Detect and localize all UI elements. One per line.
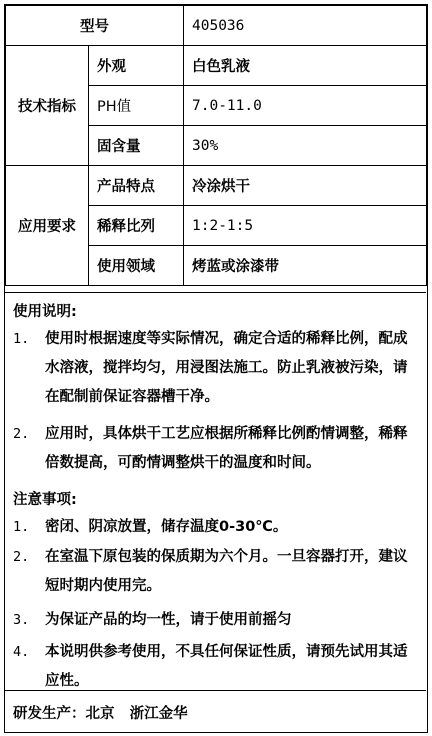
- app-category-label: 应用要求: [6, 166, 89, 286]
- field-value: 烤蓝或涂漆带: [184, 246, 427, 286]
- manufacturer-text: 研发生产：北京 浙江金华: [13, 706, 188, 722]
- model-value: 405036: [184, 6, 427, 46]
- usage-item: [13, 325, 418, 412]
- notes-item: [13, 638, 418, 696]
- usage-item-number: 1.: [13, 331, 30, 347]
- ph-label: PH值: [89, 86, 184, 126]
- appearance-value: 白色乳液: [184, 46, 427, 86]
- tech-category-label: 技术指标: [6, 46, 89, 166]
- notes-item-text: 为保证产品的均一性，请于使用前摇匀: [45, 612, 292, 628]
- dilution-label: 稀释比列: [89, 206, 184, 246]
- usage-item: [13, 420, 418, 478]
- model-row: [6, 6, 427, 46]
- usage-title: 使用说明:: [13, 304, 77, 320]
- dilution-value: 1:2-1:5: [184, 206, 427, 246]
- notes-item: [13, 606, 418, 635]
- notes-item-number: 2.: [13, 549, 30, 565]
- notes-item-text: 密闭、阴凉放置，储存温度0-30℃。: [45, 519, 288, 535]
- notes-item: [13, 543, 418, 601]
- feature-value: 冷涂烘干: [184, 166, 427, 206]
- model-label: 型号: [6, 6, 184, 46]
- appearance-label: 外观: [89, 46, 184, 86]
- feature-row: [6, 166, 427, 206]
- ph-value: 7.0-11.0: [184, 86, 427, 126]
- solid-content-value: 30%: [184, 126, 427, 166]
- appearance-row: [6, 46, 427, 86]
- notes-item-text: 本说明供参考使用，不具任何保证性质，请预先试用其适应性。: [45, 644, 408, 689]
- spec-table: [5, 5, 427, 286]
- product-spec-sheet: [4, 4, 428, 733]
- feature-label: 产品特点: [89, 166, 184, 206]
- usage-item-number: 2.: [13, 426, 30, 442]
- instructions-section: [5, 292, 426, 691]
- notes-item-number: 4.: [13, 644, 30, 660]
- footer-row: [5, 690, 426, 732]
- notes-item-number: 3.: [13, 612, 30, 628]
- usage-item-text: 应用时，具体烘干工艺应根据所稀释比例酌情调整，稀释倍数提高，可酌情调整烘干的温度和时间。: [45, 426, 408, 471]
- notes-title: 注意事项:: [13, 492, 77, 508]
- notes-item-number: 1.: [13, 519, 30, 535]
- solid-content-label: 固含量: [89, 126, 184, 166]
- notes-item-text: 在室温下原包装的保质期为六个月。一旦容器打开，建议短时期内使用完。: [45, 549, 408, 594]
- notes-item: [13, 513, 418, 542]
- usage-item-text: 使用时根据速度等实际情况，确定合适的稀释比例，配成水溶液，搅拌均匀，用浸图法施工。防止乳液被污染，请在配制前保证容器槽干净。: [45, 331, 408, 405]
- field-label: 使用领域: [89, 246, 184, 286]
